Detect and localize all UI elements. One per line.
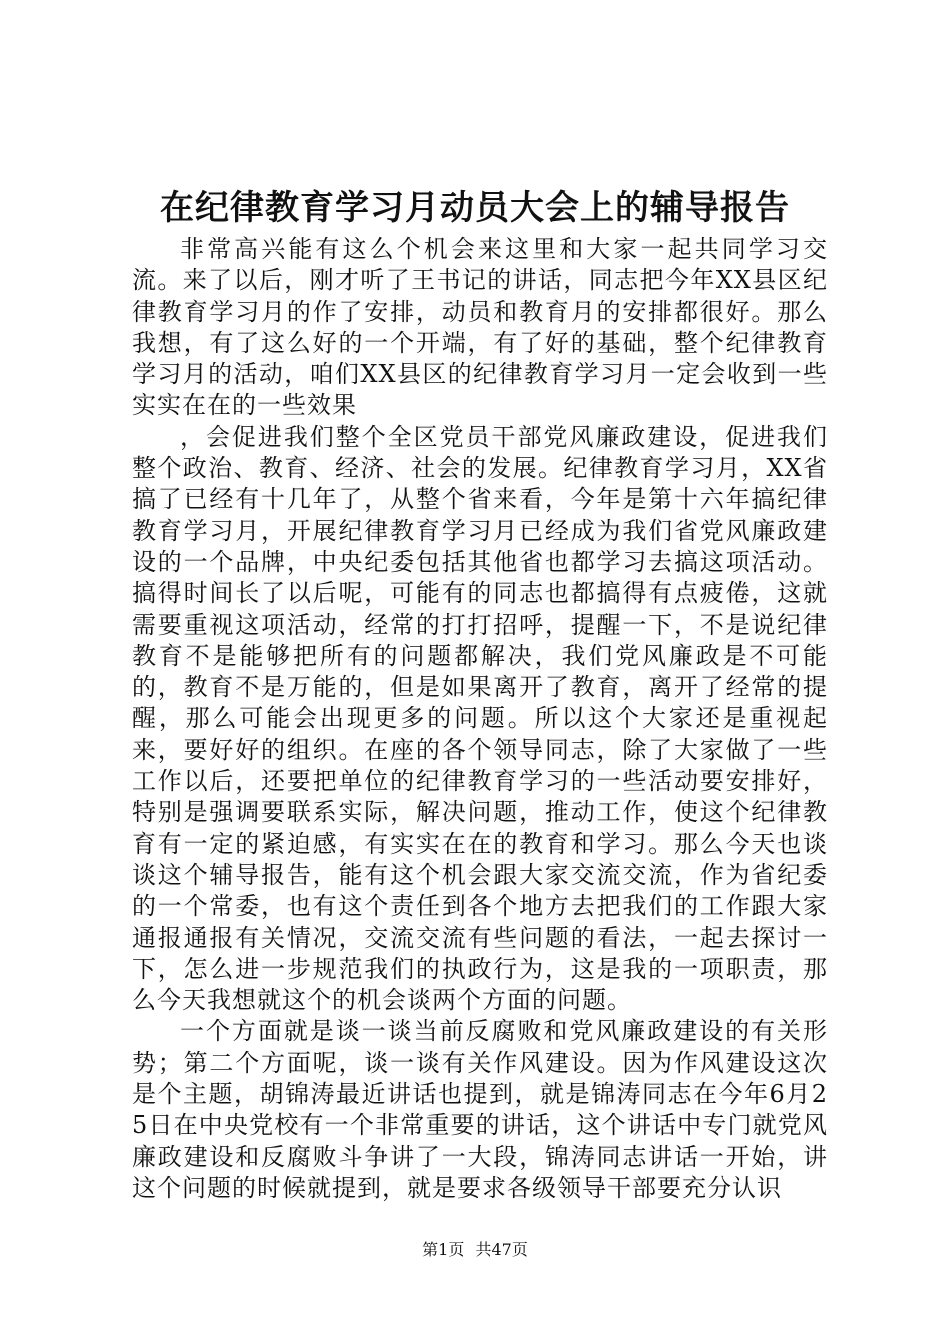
page-total: 共47页	[475, 1240, 528, 1259]
document-body	[132, 234, 828, 1204]
page-footer	[0, 1238, 950, 1262]
page-number: 第1页	[422, 1240, 465, 1259]
page-title: 在纪律教育学习月动员大会上的辅导报告	[160, 188, 790, 228]
paragraph-1: 非常高兴能有这么个机会来这里和大家一起共同学习交流。来了以后，刚才听了王书记的讲话，同志把今年XX县区纪律教育学习月的作了安排，动员和教育月的安排都很好。那么我想，有了这么好的一个开端，有了好的基础，整个纪律教育学习月的活动，咱们XX县区的纪律教育学习月一定会收到一些实实在在的一些效果	[132, 235, 828, 420]
paragraph-2: ，会促进我们整个全区党员干部党风廉政建设，促进我们整个政治、教育、经济、社会的发展。纪律教育学习月，XX省搞了已经有十几年了，从整个省来看，今年是第十六年搞纪律教育学习月，开展纪律教育学习月已经成为我们省党风廉政建设的一个品牌，中央纪委包括其他省也都学习去搞这项活动。搞得时间长了以后呢，可能有的同志也都搞得有点疲倦，这就需要重视这项活动，经常的打打招呼，提醒一下，不是说纪律教育不是能够把所有的问题都解决，我们党风廉政是不可能的，教育不是万能的，但是如果离开了教育，离开了经常的提醒，那么可能会出现更多的问题。所以这个大家还是重视起来，要好好的组织。在座的各个领导同志，除了大家做了一些工作以后，还要把单位的纪律教育学习的一些活动要安排好，特别是强调要联系实际，解决问题，推动工作，使这个纪律教育有一定的紧迫感，有实实在在的教育和学习。那么今天也谈谈这个辅导报告，能有这个机会跟大家交流交流，作为省纪委的一个常委，也有这个责任到各个地方去把我们的工作跟大家通报通报有关情况，交流交流有些问题的看法，一起去探讨一下，怎么进一步规范我们的执政行为，这是我的一项职责，那么今天我想就这个的机会谈两个方面的问题。	[132, 422, 828, 1015]
paragraph-3: 一个方面就是谈一谈当前反腐败和党风廉政建设的有关形势；第二个方面呢，谈一谈有关作风建设。因为作风建设这次是个主题，胡锦涛最近讲话也提到，就是锦涛同志在今年6月25日在中央党校有一个非常重要的讲话，这个讲话中专门就党风廉政建设和反腐败斗争讲了一大段，锦涛同志讲话一开始，讲这个问题的时候就提到，就是要求各级领导干部要充分认识	[132, 1017, 828, 1202]
